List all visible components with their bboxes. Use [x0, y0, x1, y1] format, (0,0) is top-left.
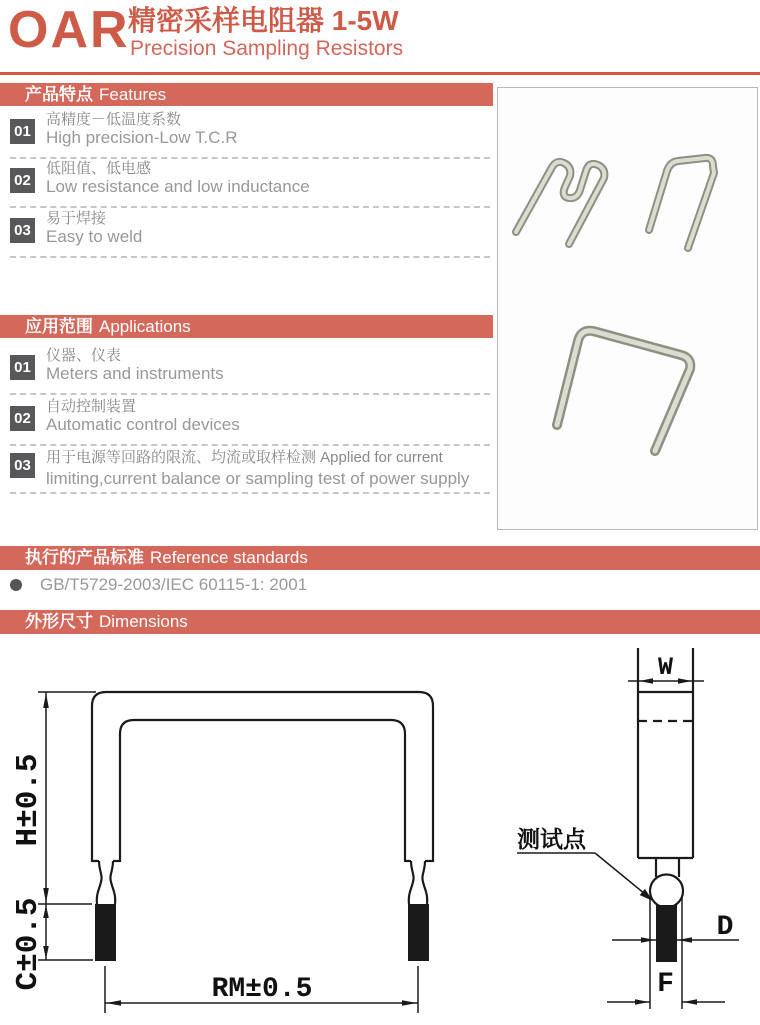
page-title-cn: 精密采样电阻器 1-5W	[128, 5, 399, 36]
application-item	[0, 347, 493, 395]
dashed-divider	[10, 157, 490, 159]
feature-number-badge: 01	[10, 119, 35, 144]
dashed-divider	[10, 492, 490, 494]
feature-text-cn: 低阻值、低电感	[46, 160, 152, 177]
application-text-en: Meters and instruments	[46, 364, 224, 383]
feature-text-en: Easy to weld	[46, 227, 143, 246]
test-point-ball	[650, 875, 683, 908]
application-number-badge: 01	[10, 355, 35, 380]
features-heading-cn: 产品特点	[25, 85, 93, 104]
features-heading-en: Features	[99, 85, 167, 104]
features-section-header	[0, 83, 493, 106]
application-number-badge: 02	[10, 406, 35, 431]
page-subtitle-en: Precision Sampling Resistors	[130, 37, 404, 60]
product-photo	[497, 87, 758, 530]
rm-dimension-label: RM±0.5	[211, 974, 313, 1005]
large-u-resistor	[557, 331, 690, 451]
applications-section-header	[0, 315, 493, 338]
part-inner-outline	[120, 720, 405, 862]
small-u-resistor	[649, 158, 714, 248]
application-text-en: limiting,current balance or sampling test of power supply	[46, 469, 470, 488]
test-point-leader-line	[595, 853, 645, 894]
front-view-drawing	[10, 640, 470, 1025]
feature-text-cn: 高精度－低温度系数	[46, 111, 182, 128]
feature-text-en: High precision-Low T.C.R	[46, 128, 238, 147]
standard-reference-text: GB/T5729-2003/IEC 60115-1: 2001	[40, 575, 308, 594]
resistor-samples-photo	[498, 88, 757, 529]
side-view-drawing	[490, 640, 760, 1025]
brand-logo: OAR	[8, 1, 130, 59]
feature-number-badge: 02	[10, 168, 35, 193]
dashed-divider	[10, 444, 490, 446]
application-item	[0, 398, 493, 446]
application-item	[0, 449, 493, 497]
left-terminal	[95, 904, 116, 961]
dashed-divider	[10, 206, 490, 208]
dimensions-heading-cn: 外形尺寸	[25, 612, 93, 631]
dashed-divider	[10, 256, 490, 258]
test-point-label: 测试点	[517, 826, 586, 852]
application-text-cn: 用于电源等回路的限流、均流或取样检测 Applied for current	[46, 449, 443, 466]
right-terminal	[408, 904, 429, 961]
dimensions-section-header	[0, 610, 760, 634]
standards-list-item	[10, 576, 750, 594]
side-terminal	[656, 905, 677, 962]
part-outer-outline	[92, 692, 433, 862]
h-dimension-label: H±0.5	[11, 753, 46, 847]
f-dimension-label: F	[657, 969, 674, 1000]
w-dimension-label: W	[657, 653, 674, 682]
dashed-divider	[10, 393, 490, 395]
standards-heading-en: Reference standards	[150, 548, 308, 567]
header-rule	[0, 72, 760, 75]
feature-item	[0, 111, 493, 159]
feature-text-cn: 易于焊接	[46, 210, 107, 227]
standards-section-header	[0, 546, 760, 570]
feature-item	[0, 160, 493, 208]
d-dimension-label: D	[716, 912, 734, 943]
c-dimension-label: C±0.5	[11, 897, 46, 991]
standards-heading-cn: 执行的产品标准	[25, 548, 144, 567]
bullet-icon	[10, 579, 22, 591]
feature-number-badge: 03	[10, 218, 35, 243]
feature-text-en: Low resistance and low inductance	[46, 177, 310, 196]
application-number-badge: 03	[10, 453, 35, 478]
feature-item	[0, 210, 493, 258]
application-text-en: Automatic control devices	[46, 415, 240, 434]
application-text-cn: 自动控制装置	[46, 398, 137, 415]
applications-heading-en: Applications	[99, 317, 191, 336]
dimensions-heading-en: Dimensions	[99, 612, 188, 631]
applications-heading-cn: 应用范围	[25, 317, 93, 336]
application-text-cn: 仪器、仪表	[46, 347, 122, 364]
m-shaped-resistor	[516, 162, 604, 244]
